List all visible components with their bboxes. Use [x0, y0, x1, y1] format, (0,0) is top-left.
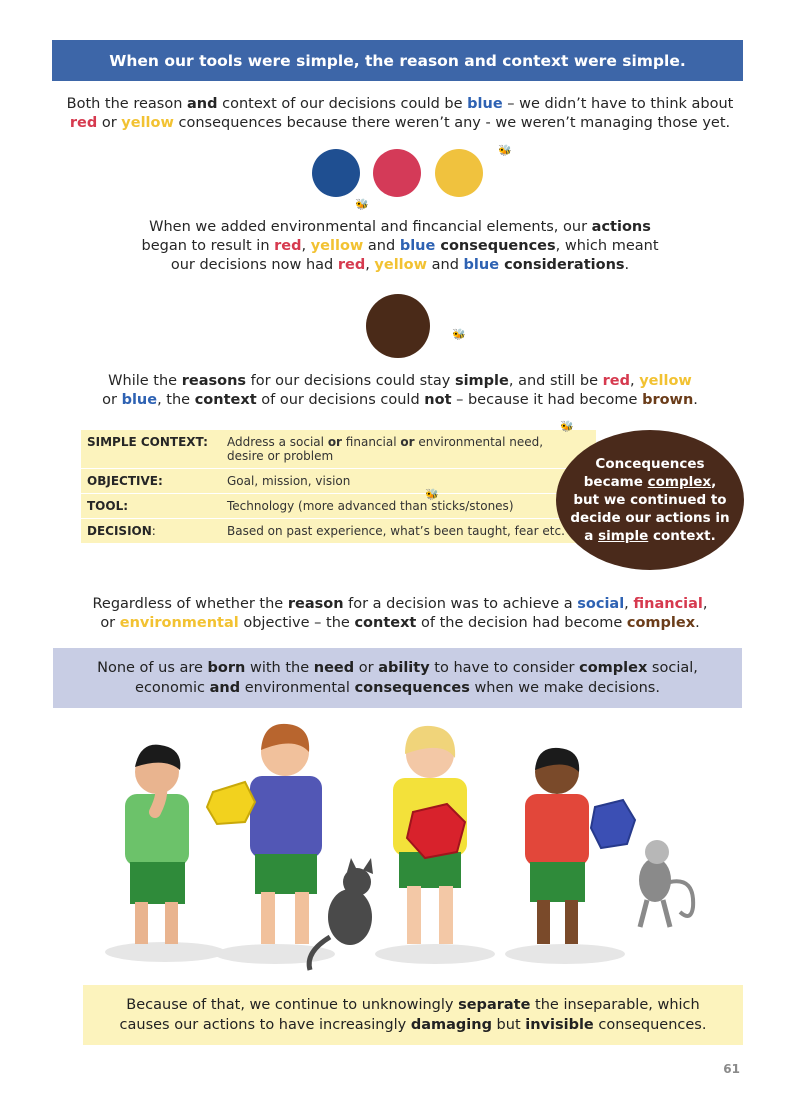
monkey-figure: [639, 840, 693, 927]
regardless-paragraph: Regardless of whether the reason for a decision was to achieve a social, financial, or environmental objective – the context of the decision had become complex.: [92, 596, 708, 631]
child-thinking-figure: [125, 745, 189, 944]
row-value: Goal, mission, vision: [221, 469, 596, 494]
page-number: 61: [723, 1062, 740, 1076]
complex-consequences-bubble: Concequences became complex, but we continued to decide our actions in a simple context.: [556, 430, 744, 570]
children-puzzle-illustration: [95, 712, 715, 978]
reasons-paragraph: While the reasons for our decisions could stay simple, and still be red, yellow or blue, the context of our decisions could not – because it had become brown.: [102, 373, 698, 408]
bee-icon: 🐝: [498, 144, 512, 157]
born-callout: None of us are born with the need or ability to have to consider complex social, economic and environmental consequences when we make decisions.: [53, 648, 742, 708]
table-row: [81, 519, 596, 544]
bee-icon: 🐝: [560, 420, 574, 433]
intro-paragraph: Both the reason and context of our decisions could be blue – we didn’t have to think about red or yellow consequences because there weren’t any - we weren’t managing those yet.: [66, 96, 734, 131]
row-value: Technology (more advanced than sticks/stones): [221, 494, 596, 519]
table-row: [81, 469, 596, 494]
child-with-blue-puzzle-figure: [525, 748, 635, 944]
bottom-callout: Because of that, we continue to unknowingly separate the inseparable, which causes our actions to have increasingly damaging but invisible consequences.: [83, 985, 743, 1045]
bee-icon: 🐝: [355, 198, 369, 211]
brown-dot: [366, 294, 430, 358]
row-label: TOOL:: [81, 494, 221, 519]
row-value: Based on past experience, what’s been taught, fear etc.: [221, 519, 596, 544]
row-label: SIMPLE CONTEXT:: [81, 430, 221, 469]
bee-icon: 🐝: [452, 328, 466, 341]
yellow-dot: [435, 149, 483, 197]
row-value: Address a social or financial or environmental need, desire or problem: [221, 430, 596, 469]
child-with-red-puzzle-figure: [393, 726, 467, 944]
context-table: [81, 430, 596, 544]
child-with-yellow-puzzle-figure: [207, 724, 322, 944]
added-elements-paragraph: When we added environmental and fincancial elements, our actions began to result in red, yellow and blue consequences, which meant our decisions now had red, yellow and blue considerations.: [141, 219, 659, 273]
row-label: OBJECTIVE:: [81, 469, 221, 494]
blue-dot: [312, 149, 360, 197]
table-row: [81, 430, 596, 469]
row-label: DECISION:: [81, 519, 221, 544]
red-dot: [373, 149, 421, 197]
page-title: When our tools were simple, the reason and context were simple.: [52, 40, 743, 81]
bee-icon: 🐝: [425, 488, 439, 501]
table-row: [81, 494, 596, 519]
